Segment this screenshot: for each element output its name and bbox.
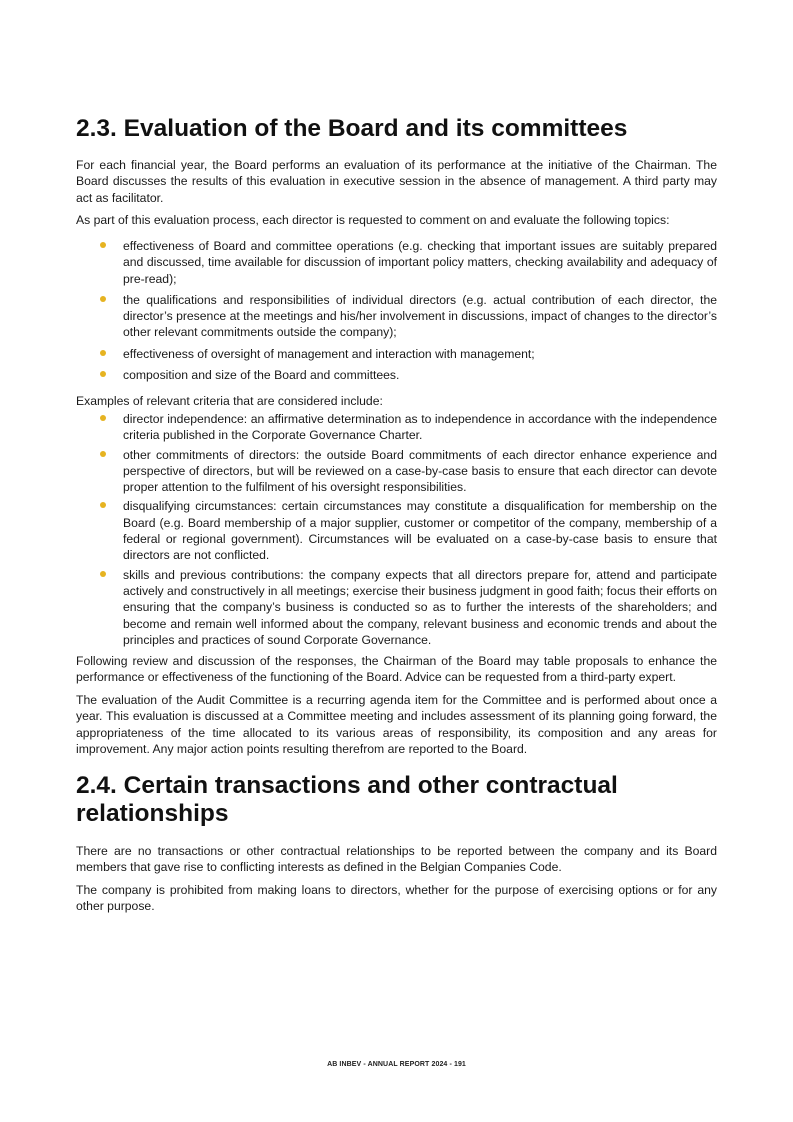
topics-list bbox=[76, 238, 717, 383]
bullet-icon bbox=[100, 415, 106, 421]
list-item: effectiveness of oversight of management and interaction with management; bbox=[76, 346, 717, 362]
audit-paragraph: The evaluation of the Audit Committee is a recurring agenda item for the Committee and is performed about once a year. This evaluation is discussed at a Committee meeting and includes assessment of its planning going forward, the appropriateness of the time allocated to its various areas of responsibility, its composition and any areas for improvement. Any major action points resulting therefrom are reported to the Board. bbox=[76, 693, 717, 756]
bullet-icon bbox=[100, 350, 106, 356]
list-item: composition and size of the Board and committees. bbox=[76, 367, 717, 383]
list-item: the qualifications and responsibilities of individual directors (e.g. actual contribution of each director, the director’s presence at the meetings and his/her involvement in discussions, impact of changes to the director’s other relevant commitments outside the company); bbox=[76, 292, 717, 341]
list-item: director independence: an affirmative determination as to independence in accordance with the independence criteria published in the Corporate Governance Charter. bbox=[76, 411, 717, 444]
list-item: skills and previous contributions: the company expects that all directors prepare for, attend and participate actively and constructively in all meetings; exercise their business judgment in good faith; focus their efforts on ensuring that the company’s business is conducted so as to further the interests of the shareholders; and become and remain well informed about the company, relevant business and economic trends and about the principles and practices of sound Corporate Governance. bbox=[76, 567, 717, 648]
criteria-intro: Examples of relevant criteria that are considered include: bbox=[76, 394, 383, 408]
following-paragraph: Following review and discussion of the responses, the Chairman of the Board may table proposals to enhance the performance or effectiveness of the functioning of the Board. Advice can be requested from a third-party expert. bbox=[76, 654, 717, 685]
bullet-icon bbox=[100, 296, 106, 302]
section-heading-2-3: 2.3. Evaluation of the Board and its committees bbox=[76, 115, 628, 142]
page-footer: AB INBEV - ANNUAL REPORT 2024 - 191 bbox=[327, 1061, 466, 1068]
list-item: effectiveness of Board and committee operations (e.g. checking that important issues are suitably prepared and discussed, time available for discussion of important policy matters, checking availability and adequacy of pre-read); bbox=[76, 238, 717, 287]
bullet-icon bbox=[100, 502, 106, 508]
criteria-list bbox=[76, 411, 717, 648]
bullet-icon bbox=[100, 371, 106, 377]
intro-paragraph: For each financial year, the Board performs an evaluation of its performance at the initiative of the Chairman. The Board discusses the results of this evaluation in executive session in the absence of management. A third party may act as facilitator. bbox=[76, 158, 717, 205]
loans-paragraph: The company is prohibited from making loans to directors, whether for the purpose of exercising options or for any other purpose. bbox=[76, 883, 717, 914]
section-heading-2-4: 2.4. Certain transactions and other contractual relationships bbox=[76, 772, 618, 827]
bullet-icon bbox=[100, 571, 106, 577]
bullet-icon bbox=[100, 451, 106, 457]
transactions-paragraph: There are no transactions or other contractual relationships to be reported between the company and its Board members that gave rise to conflicting interests as defined in the Belgian Companies Code. bbox=[76, 844, 717, 875]
bullet-icon bbox=[100, 242, 106, 248]
list-item: disqualifying circumstances: certain circumstances may constitute a disqualification for membership on the Board (e.g. Board membership of a major supplier, customer or competitor of the company, membership of a federal or regional government). Circumstances will be evaluated on a case-by-case basis to ensure that directors are not conflicted. bbox=[76, 498, 717, 563]
topics-intro: As part of this evaluation process, each director is requested to comment on and evaluate the following topics: bbox=[76, 213, 670, 227]
list-item: other commitments of directors: the outside Board commitments of each director enhance experience and perspective of directors, but will be reviewed on a case-by-case basis to ensure that each director can devote proper attention to the fulfilment of his oversight responsibilities. bbox=[76, 447, 717, 496]
